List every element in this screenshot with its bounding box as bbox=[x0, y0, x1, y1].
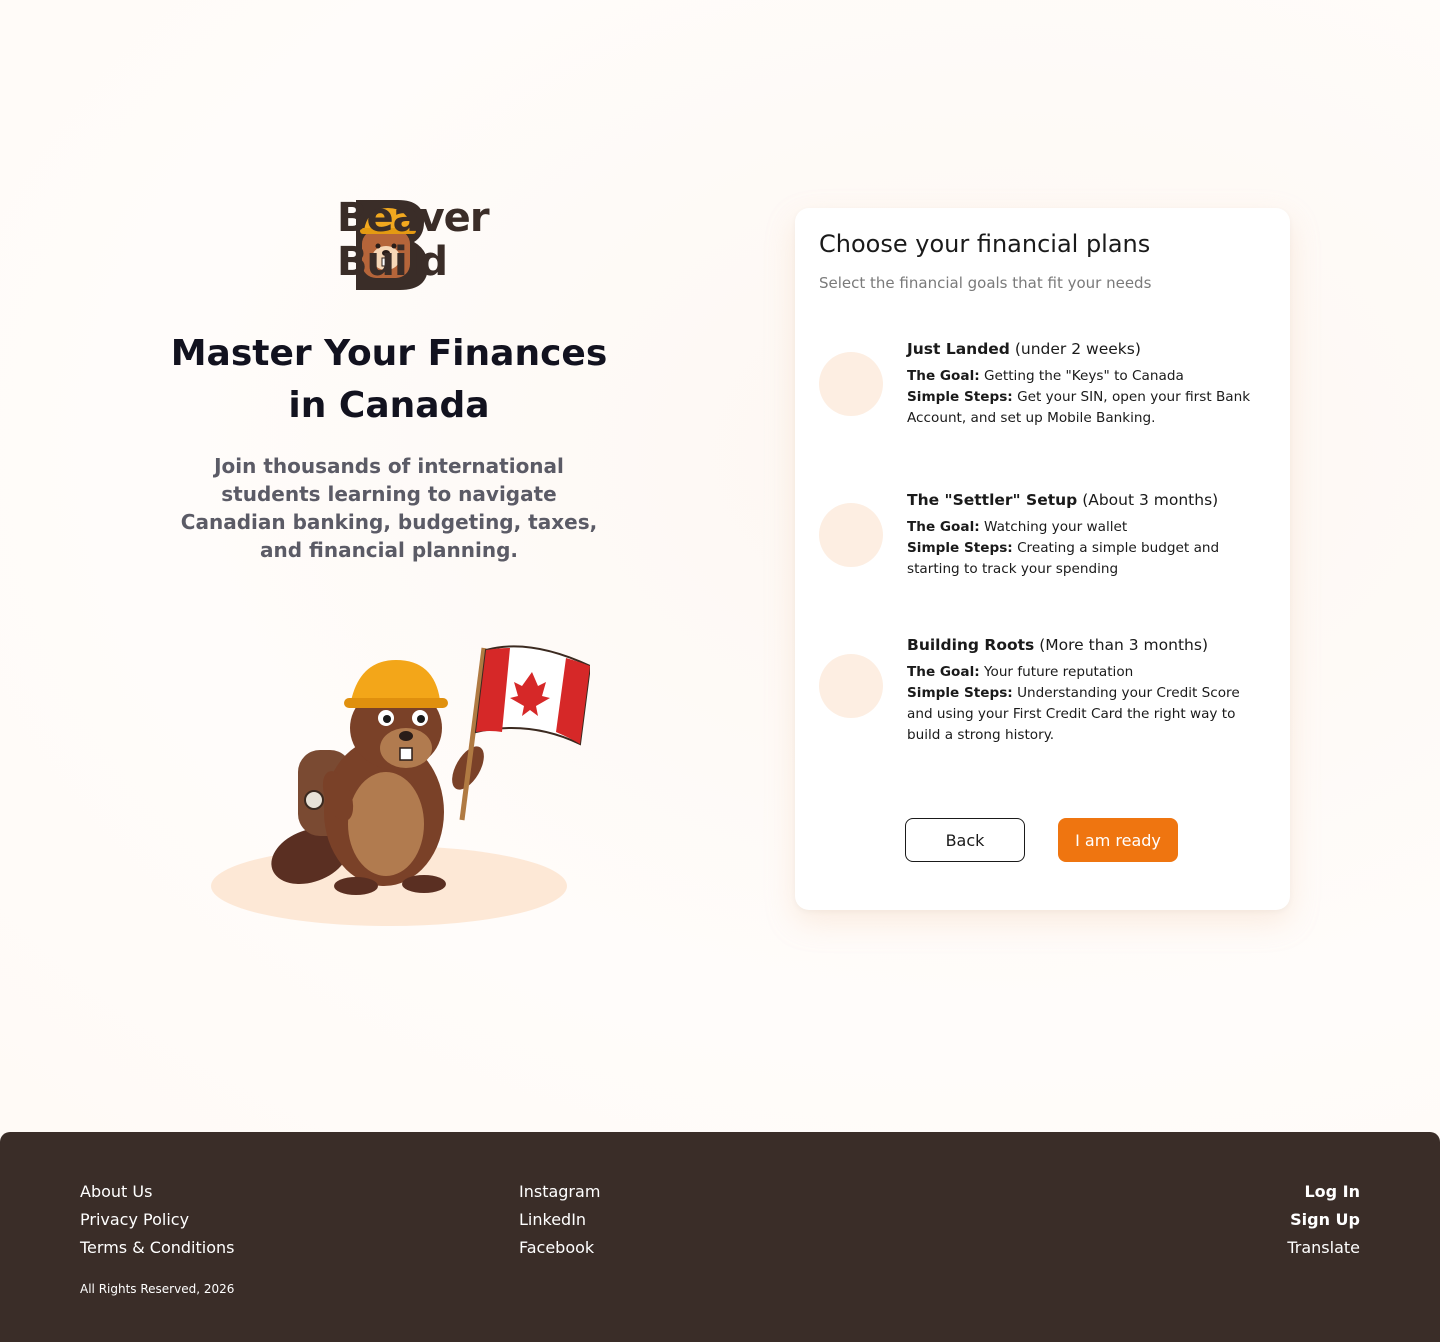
footer-link-terms[interactable]: Terms & Conditions bbox=[80, 1238, 235, 1257]
plan-content bbox=[907, 634, 1259, 746]
plan-content bbox=[907, 338, 1259, 429]
plan-heading bbox=[907, 338, 1259, 360]
plan-radio[interactable] bbox=[819, 654, 883, 718]
plan-steps bbox=[907, 387, 1259, 429]
footer-link-log-in[interactable]: Log In bbox=[1304, 1182, 1360, 1201]
footer-link-translate[interactable]: Translate bbox=[1287, 1238, 1360, 1257]
plan-steps-label: Simple Steps: bbox=[907, 685, 1013, 701]
plan-steps bbox=[907, 683, 1259, 746]
footer-link-linkedin[interactable]: LinkedIn bbox=[519, 1210, 587, 1229]
plan-goal-text: Getting the "Keys" to Canada bbox=[984, 368, 1184, 384]
hero-title-line1: Master Your Finances bbox=[170, 333, 608, 374]
plan-goal-text: Your future reputation bbox=[984, 664, 1134, 680]
plan-steps-label: Simple Steps: bbox=[907, 540, 1013, 556]
hero-subtitle: Join thousands of international students learning to navigate Canadian banking, budgeting, taxes, and financial planning. bbox=[180, 454, 598, 562]
plan-radio[interactable] bbox=[819, 503, 883, 567]
plan-steps bbox=[907, 538, 1259, 580]
plan-duration: (More than 3 months) bbox=[1039, 636, 1208, 654]
footer-link-about-us[interactable]: About Us bbox=[80, 1182, 153, 1201]
i-am-ready-button[interactable]: I am ready bbox=[1058, 818, 1178, 862]
plan-selection-card bbox=[795, 208, 1290, 910]
plan-heading bbox=[907, 489, 1259, 511]
plan-goal bbox=[907, 517, 1259, 538]
plan-content bbox=[907, 489, 1259, 580]
plan-goal-label: The Goal: bbox=[907, 519, 980, 535]
card-title: Choose your financial plans bbox=[819, 230, 1151, 258]
plan-steps-text: Creating a simple budget and starting to track your spending bbox=[907, 540, 1220, 577]
plan-duration: (under 2 weeks) bbox=[1014, 340, 1141, 358]
footer-col-social bbox=[519, 1178, 600, 1262]
plan-name: Building Roots bbox=[907, 636, 1035, 654]
hero-title-line2: in Canada bbox=[288, 385, 490, 426]
brand-line2: Build bbox=[337, 239, 448, 285]
plan-goal-label: The Goal: bbox=[907, 368, 980, 384]
plan-heading bbox=[907, 634, 1259, 656]
brand-logo[interactable] bbox=[257, 195, 527, 290]
plan-duration: (About 3 months) bbox=[1082, 491, 1219, 509]
plan-radio[interactable] bbox=[819, 352, 883, 416]
footer-link-privacy-policy[interactable]: Privacy Policy bbox=[80, 1210, 190, 1229]
footer-link-facebook[interactable]: Facebook bbox=[519, 1238, 595, 1257]
footer-link-sign-up[interactable]: Sign Up bbox=[1290, 1210, 1360, 1229]
plan-steps-text: Understanding your Credit Score and using your First Credit Card the right way to build a strong history. bbox=[907, 685, 1240, 743]
copyright-text: All Rights Reserved, 2026 bbox=[80, 1282, 235, 1296]
plan-goal-label: The Goal: bbox=[907, 664, 980, 680]
footer-link-instagram[interactable]: Instagram bbox=[519, 1182, 601, 1201]
plan-goal-text: Watching your wallet bbox=[984, 519, 1128, 535]
brand-name bbox=[337, 196, 489, 284]
plan-name: Just Landed bbox=[907, 340, 1010, 358]
plan-name: The "Settler" Setup bbox=[907, 491, 1078, 509]
footer-col-company bbox=[80, 1178, 234, 1262]
beaver-mascot-illustration bbox=[210, 640, 590, 930]
plan-goal bbox=[907, 366, 1259, 387]
plan-steps-text: Get your SIN, open your first Bank Account, and set up Mobile Banking. bbox=[907, 389, 1251, 426]
brand-line1: Beaver bbox=[337, 195, 489, 241]
plan-steps-label: Simple Steps: bbox=[907, 389, 1013, 405]
footer-col-account bbox=[1287, 1178, 1360, 1262]
footer bbox=[0, 1132, 1440, 1342]
plan-goal bbox=[907, 662, 1259, 683]
hero-title bbox=[150, 328, 628, 432]
back-button[interactable]: Back bbox=[905, 818, 1025, 862]
card-subtitle: Select the financial goals that fit your needs bbox=[819, 274, 1152, 292]
